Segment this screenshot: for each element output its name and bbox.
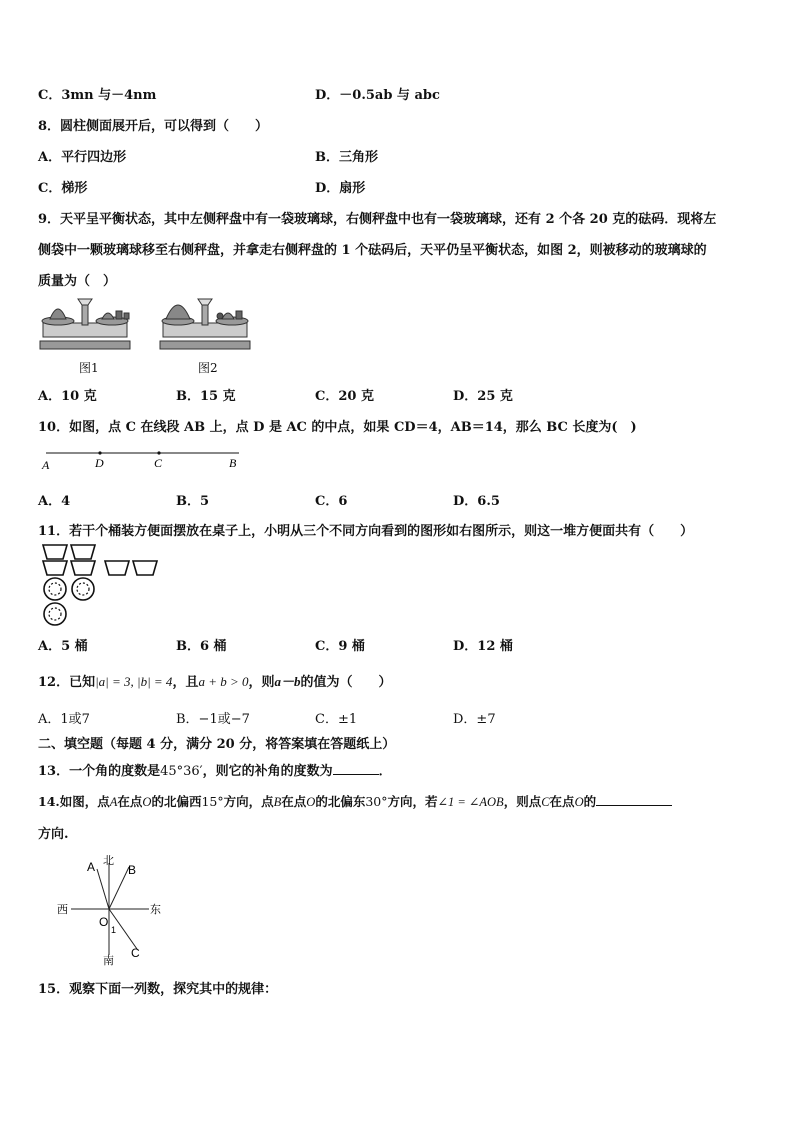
fig-label-east: 东 — [150, 904, 161, 916]
q12-pre: 12．已知 — [38, 675, 96, 690]
point-c — [157, 451, 160, 454]
balance-figure-1 — [40, 299, 130, 349]
q14-direction-figure — [55, 853, 170, 965]
q12-condition: |a| = 3, |b| = 4 — [95, 674, 173, 689]
q7-option-c: C．3mn 与－4nm — [38, 88, 157, 103]
q14-answer-blank[interactable] — [596, 805, 672, 806]
q13-angle: 45°36′ — [160, 764, 203, 779]
q9-stem-line1: 9．天平呈平衡状态，其中左侧秤盘中有一袋玻璃球，右侧秤盘中也有一袋玻璃球，还有 2 个各 20 克的砝码．现将左 — [38, 212, 717, 227]
q10-option-b: B．5 — [176, 494, 210, 509]
q14-t3: 的北偏西 — [151, 794, 202, 809]
q11-option-c: C．9 桶 — [315, 639, 365, 654]
q12-mid: ，且 — [172, 675, 199, 690]
q14-deg-2: 30° — [365, 794, 388, 809]
q13-post: ，则它的补角的度数为 — [202, 764, 333, 779]
q12-option-a: A．1或7 — [38, 712, 90, 727]
q14-t2: 在点 — [117, 794, 143, 809]
q10-option-a: A．4 — [38, 494, 71, 509]
q10-option-d: D．6.5 — [453, 494, 500, 509]
q7-option-d: D．－0.5ab 与 abc — [315, 88, 440, 103]
q11-stem: 11．若干个桶装方便面摆放在桌子上，小明从三个不同方向看到的图形如右图所示，则这一堆方便面共有（ ） — [38, 524, 694, 539]
q12-inequality: a + b > 0 — [198, 674, 249, 689]
q14-t10: 的 — [583, 794, 597, 809]
q8-option-d: D．扇形 — [315, 181, 366, 196]
q15-stem: 15．观察下面一列数，探究其中的规律： — [38, 982, 278, 997]
q14-point-o-2: O — [306, 795, 316, 809]
q12-expression: a－b — [274, 674, 301, 689]
q10-option-c: C．6 — [315, 494, 348, 509]
q10-stem: 10．如图，点 C 在线段 AB 上，点 D 是 AC 的中点，如果 CD＝4，AB＝14，那么 BC 长度为( ) — [38, 420, 637, 435]
label-a: A — [42, 458, 50, 472]
q13-answer-blank[interactable] — [333, 774, 379, 775]
q11-option-b: B．6 桶 — [176, 639, 227, 654]
q8-option-b: B．三角形 — [315, 150, 378, 165]
q9-balance-figures — [38, 293, 258, 355]
q14-t8: ，则点 — [503, 794, 542, 809]
label-b: B — [229, 456, 237, 470]
q14-point-a: A — [109, 795, 118, 809]
q9-fig2-caption: 图2 — [198, 361, 218, 375]
q11-option-d: D．12 桶 — [453, 639, 513, 654]
q9-stem-line2: 侧袋中一颗玻璃球移至右侧秤盘，并拿走右侧秤盘的 1 个砝码后，天平仍呈平衡状态，如图 2，则被移动的玻璃球的 — [38, 243, 707, 258]
fig-label-c: C — [131, 946, 140, 960]
q14-point-o-1: O — [142, 795, 152, 809]
q14-t1: 14.如图，点 — [38, 794, 110, 809]
q12-option-d: D．±7 — [453, 712, 496, 727]
q9-fig1-caption: 图1 — [79, 361, 99, 375]
q12-option-b: B．−1或−7 — [176, 712, 250, 727]
q14-equation: ∠1 = ∠AOB — [437, 795, 504, 809]
q14-point-c: C — [541, 795, 550, 809]
fig-label-south: 南 — [103, 955, 114, 967]
q9-option-c: C．20 克 — [315, 389, 374, 404]
q12-mid2: ，则 — [248, 675, 275, 690]
q14-stem-line1 — [38, 792, 672, 810]
q13-pre: 13．一个角的度数是 — [38, 764, 161, 779]
q12-option-c: C．±1 — [315, 712, 358, 727]
q14-stem-line2: 方向. — [38, 827, 69, 842]
fig-label-west: 西 — [57, 904, 68, 916]
fig-label-north: 北 — [103, 855, 114, 867]
fig-label-a: A — [87, 860, 96, 874]
label-d: D — [95, 456, 104, 470]
q10-segment-figure — [38, 445, 248, 475]
q14-deg-1: 15° — [201, 794, 224, 809]
q9-option-d: D．25 克 — [453, 389, 513, 404]
q14-point-b: B — [273, 795, 282, 809]
q14-t9: 在点 — [549, 794, 575, 809]
q14-t5: 在点 — [281, 794, 307, 809]
q8-option-a: A．平行四边形 — [38, 150, 127, 165]
q13-stem — [38, 760, 392, 779]
ray-ob — [109, 867, 129, 909]
fig-label-o: O — [99, 915, 109, 929]
q13-end: ． — [378, 764, 392, 779]
balance-figure-2 — [160, 299, 250, 349]
fig-label-angle-1: 1 — [111, 925, 117, 935]
q11-option-a: A．5 桶 — [38, 639, 88, 654]
q14-point-o-3: O — [574, 795, 584, 809]
q8-option-c: C．梯形 — [38, 181, 88, 196]
q12-post: 的值为（ ） — [300, 675, 392, 690]
section-2-heading: 二、填空题（每题 4 分，满分 20 分，将答案填在答题纸上） — [38, 737, 396, 752]
point-d — [98, 451, 101, 454]
q12-stem — [38, 671, 392, 690]
q9-stem-line3: 质量为（ ） — [38, 274, 117, 289]
q14-t4: 方向，点 — [223, 794, 274, 809]
q8-stem: 8．圆柱侧面展开后，可以得到（ ） — [38, 119, 269, 134]
q11-three-views-figure — [40, 543, 165, 628]
label-c: C — [154, 456, 163, 470]
ray-oa — [97, 869, 109, 909]
q14-t7: 方向，若 — [387, 794, 438, 809]
q9-option-a: A．10 克 — [38, 389, 97, 404]
q14-t6: 的北偏东 — [315, 794, 366, 809]
fig-label-b: B — [128, 863, 137, 877]
q9-option-b: B．15 克 — [176, 389, 236, 404]
